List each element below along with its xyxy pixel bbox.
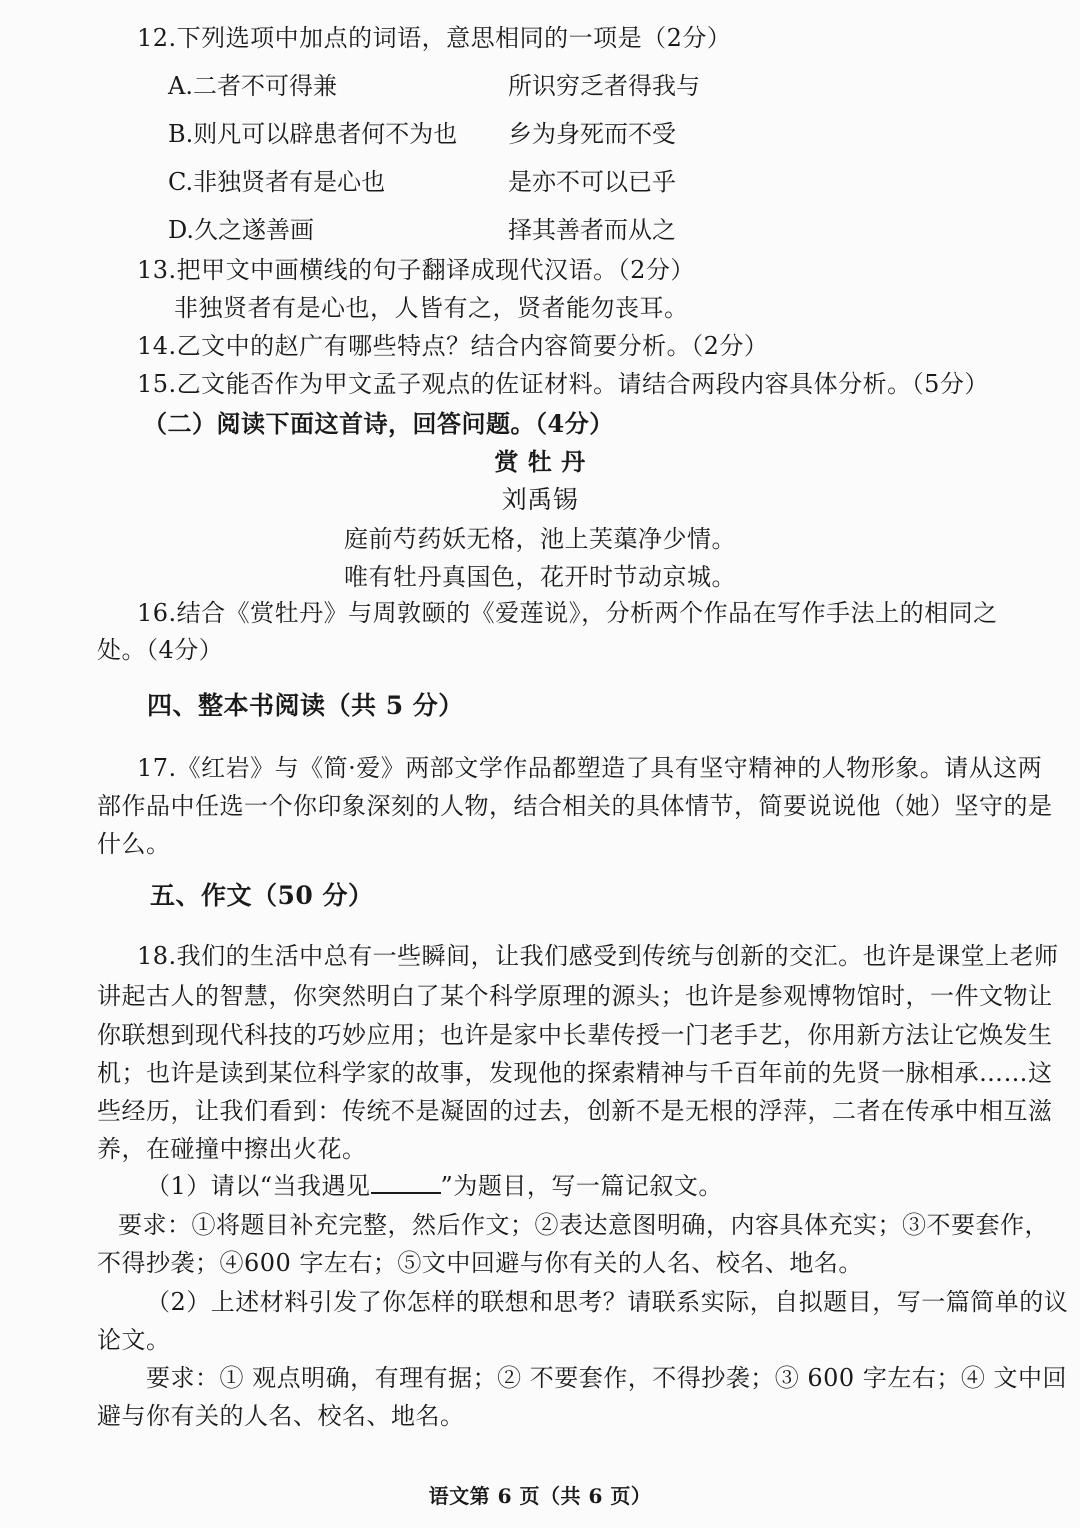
q18-material-line-5: 些经历，让我们看到：传统不是凝固的过去，创新不是无根的浮萍，二者在传承中相互滋 bbox=[97, 1097, 1053, 1125]
q18-requirement-1-line-1: 要求：①将题目补充完整，然后作文；②表达意图明确，内容具体充实；③不要套作， bbox=[118, 1211, 1049, 1239]
q15-stem: 15.乙文能否作为甲文孟子观点的佐证材料。请结合两段内容具体分析。（5分） bbox=[137, 370, 989, 398]
q16-line-1: 16.结合《赏牡丹》与周敦颐的《爱莲说》，分析两个作品在写作手法上的相同之 bbox=[137, 599, 998, 627]
page-footer: 语文第 6 页（共 6 页） bbox=[428, 1484, 652, 1508]
q18-material-line-2: 讲起古人的智慧，你突然明白了某个科学原理的源头；也许是参观博物馆时，一件文物让 bbox=[97, 982, 1053, 1010]
q12-option-d-right: 择其善者而从之 bbox=[508, 216, 676, 244]
section-2-heading: （二）阅读下面这首诗，回答问题。（4分） bbox=[143, 409, 614, 438]
q18-requirement-2-line-2: 避与你有关的人名、校名、地名。 bbox=[97, 1402, 465, 1430]
part-5-heading: 五、作文（50 分） bbox=[150, 881, 374, 910]
q17-line-2: 部作品中任选一个你印象深刻的人物，结合相关的具体情节，简要说说他（她）坚守的是 bbox=[97, 792, 1053, 820]
q18-task-2-line-1: （2）上述材料引发了你怎样的联想和思考？请联系实际，自拟题目，写一篇简单的议 bbox=[146, 1288, 1069, 1316]
q12-option-a-right: 所识穷乏者得我与 bbox=[508, 72, 700, 100]
poem-line-1: 庭前芍药妖无格，池上芙蕖净少情。 bbox=[344, 525, 736, 553]
title-blank bbox=[371, 1172, 441, 1194]
q17-line-1: 17.《红岩》与《简·爱》两部文学作品都塑造了具有坚守精神的人物形象。请从这两 bbox=[137, 754, 1043, 782]
q12-option-b-right: 乡为身死而不受 bbox=[508, 120, 676, 148]
q17-line-3: 什么。 bbox=[97, 830, 171, 858]
q18-task-2-line-2: 论文。 bbox=[97, 1326, 171, 1354]
q18-requirement-2-line-1: 要求：① 观点明确，有理有据；② 不要套作，不得抄袭；③ 600 字左右；④ 文中回 bbox=[146, 1364, 1067, 1392]
q12-option-a-left: A.二者不可得兼 bbox=[168, 72, 337, 100]
poem-title: 赏 牡 丹 bbox=[494, 447, 586, 476]
q18-task-1 bbox=[146, 1170, 723, 1202]
poem-author: 刘禹锡 bbox=[501, 485, 579, 514]
q12-option-c-right: 是亦不可以已乎 bbox=[508, 168, 676, 196]
part-4-heading: 四、整本书阅读（共 5 分） bbox=[147, 691, 464, 720]
q18-task-1-before: （1）请以“当我遇见 bbox=[146, 1172, 371, 1200]
q13-stem: 13.把甲文中画横线的句子翻译成现代汉语。（2分） bbox=[137, 256, 695, 284]
q18-material-line-6: 养，在碰撞中擦出火花。 bbox=[97, 1135, 367, 1163]
q16-line-2: 处。（4分） bbox=[97, 636, 224, 664]
q12-stem: 12.下列选项中加点的词语，意思相同的一项是（2分） bbox=[137, 24, 732, 52]
q18-material-line-3: 你联想到现代科技的巧妙应用；也许是家中长辈传授一门老手艺，你用新方法让它焕发生 bbox=[97, 1021, 1053, 1049]
q14-stem: 14.乙文中的赵广有哪些特点？结合内容简要分析。（2分） bbox=[137, 332, 769, 360]
q18-material-line-4: 机；也许是读到某位科学家的故事，发现他的探索精神与千百年前的先贤一脉相承……这 bbox=[97, 1059, 1053, 1087]
q18-requirement-1-line-2: 不得抄袭；④600 字左右；⑤文中回避与你有关的人名、校名、地名。 bbox=[97, 1249, 863, 1277]
q18-task-1-after: ”为题目，写一篇记叙文。 bbox=[440, 1172, 723, 1200]
q12-option-b-left: B.则凡可以辟患者何不为也 bbox=[168, 120, 458, 148]
poem-line-2: 唯有牡丹真国色，花开时节动京城。 bbox=[344, 563, 736, 591]
q12-option-c-left: C.非独贤者有是心也 bbox=[168, 168, 386, 196]
q13-sentence: 非独贤者有是心也，人皆有之，贤者能勿丧耳。 bbox=[174, 294, 689, 322]
q12-option-d-left: D.久之遂善画 bbox=[168, 216, 315, 244]
q18-material-line-1: 18.我们的生活中总有一些瞬间，让我们感受到传统与创新的交汇。也许是课堂上老师 bbox=[137, 942, 1059, 970]
